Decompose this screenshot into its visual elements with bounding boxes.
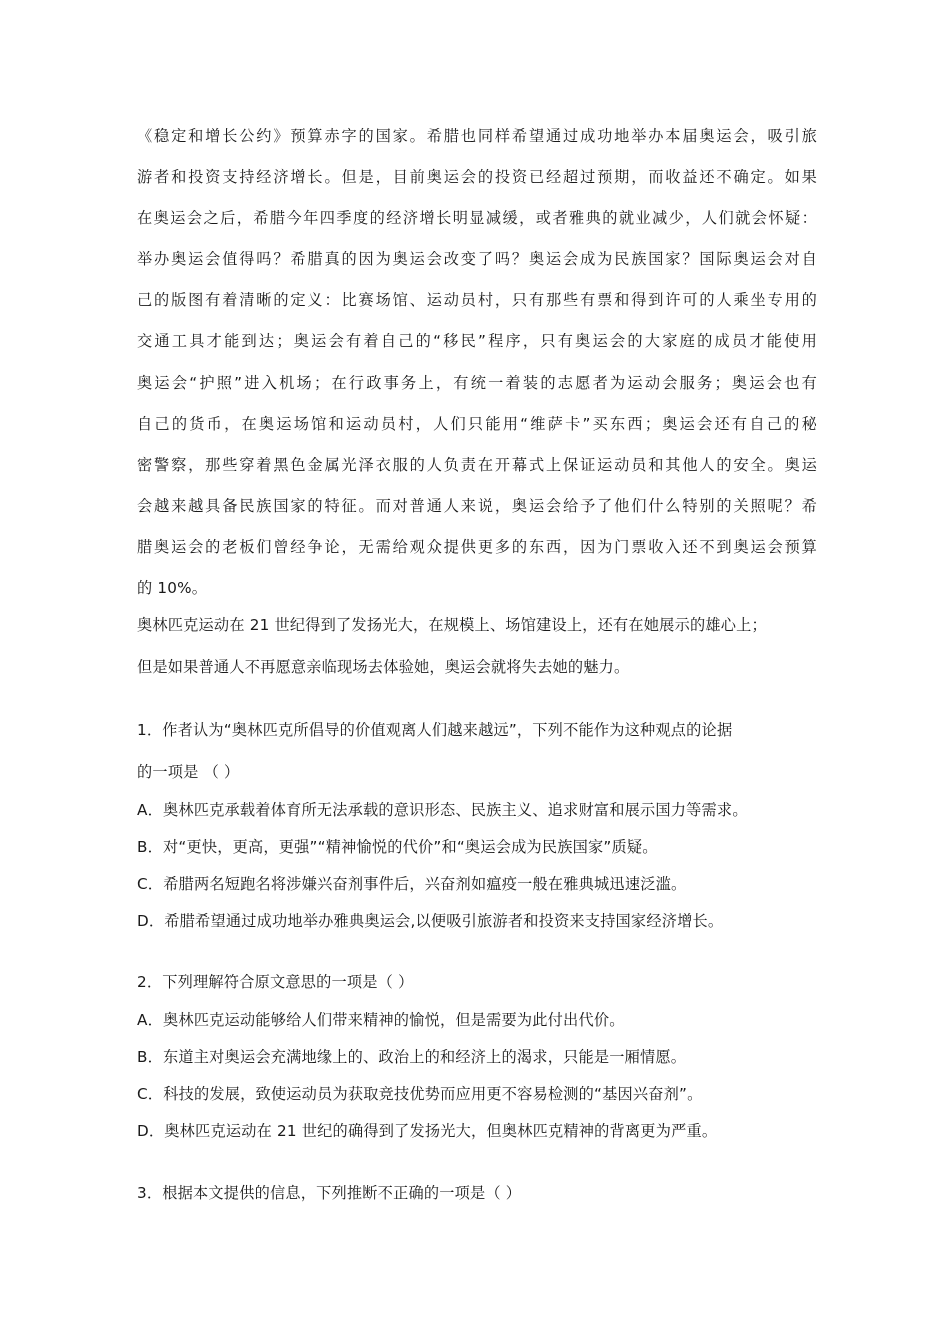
question-1-option-b: B．对“更快，更高，更强”“精神愉悦的代价”和“奥运会成为民族国家”质疑。 [137,838,658,856]
question-2-option-d: D．奥林匹克运动在 21 世纪的确得到了发扬光大，但奥林匹克精神的背离更为严重。 [137,1122,718,1140]
passage-line: 的 10%。 [137,579,208,598]
passage-line: 自己的货币，在奥运场馆和运动员村，人们只能用“维萨卡”买东西；奥运会还有自己的秘 [137,414,817,433]
passage-line: 己的版图有着清晰的定义：比赛场馆、运动员村，只有那些有票和得到许可的人乘坐专用的 [137,291,817,310]
question-1-stem-cont: 的一项是 （ ） [137,763,240,781]
question-3-stem: 3．根据本文提供的信息，下列推断不正确的一项是（ ） [137,1184,522,1202]
passage-line: 在奥运会之后，希腊今年四季度的经济增长明显减缓，或者雅典的就业减少，人们就会怀疑： [137,209,817,228]
passage-line: 游者和投资支持经济增长。但是，目前奥运会的投资已经超过预期，而收益还不确定。如果 [137,168,817,187]
question-2-option-b: B．东道主对奥运会充满地缘上的、政治上的和经济上的渴求，只能是一厢情愿。 [137,1048,687,1066]
passage-line: 腊奥运会的老板们曾经争论，无需给观众提供更多的东西，因为门票收入还不到奥运会预算 [137,537,817,556]
question-2-option-c: C．科技的发展，致使运动员为获取竞技优势而应用更不容易检测的“基因兴奋剂”。 [137,1085,703,1103]
passage-line: 密警察，那些穿着黑色金属光泽衣服的人负责在开幕式上保证运动员和其他人的安全。奥运 [137,455,817,474]
passage-body [137,116,817,609]
question-1-option-a: A．奥林匹克承载着体育所无法承载的意识形态、民族主义、追求财富和展示国力等需求。 [137,801,748,819]
passage-line: 交通工具才能到达；奥运会有着自己的“移民”程序，只有奥运会的大家庭的成员才能使用 [137,332,817,351]
question-1-option-d: D．希腊希望通过成功地举办雅典奥运会,以便吸引旅游者和投资来支持国家经济增长。 [137,912,724,930]
passage-closing-line: 奥林匹克运动在 21 世纪得到了发扬光大，在规模上、场馆建设上，还有在她展示的雄心上； [137,616,767,634]
passage-closing-line: 但是如果普通人不再愿意亲临现场去体验她，奥运会就将失去她的魅力。 [137,658,630,676]
question-2-stem: 2．下列理解符合原文意思的一项是（ ） [137,973,414,991]
question-2-option-a: A．奥林匹克运动能够给人们带来精神的愉悦，但是需要为此付出代价。 [137,1011,625,1029]
question-1-stem: 1．作者认为“奥林匹克所倡导的价值观离人们越来越远”，下列不能作为这种观点的论据 [137,721,733,739]
passage-line: 举办奥运会值得吗？希腊真的因为奥运会改变了吗？奥运会成为民族国家？国际奥运会对自 [137,250,817,269]
passage-line: 奥运会“护照”进入机场；在行政事务上，有统一着装的志愿者为运动会服务；奥运会也有 [137,373,817,392]
passage-line: 会越来越具备民族国家的特征。而对普通人来说，奥运会给予了他们什么特别的关照呢？希 [137,496,817,515]
question-1-option-c: C．希腊两名短跑名将涉嫌兴奋剂事件后，兴奋剂如瘟疫一般在雅典城迅速泛滥。 [137,875,687,893]
passage-line: 《稳定和增长公约》预算赤字的国家。希腊也同样希望通过成功地举办本届奥运会，吸引旅 [137,127,817,145]
